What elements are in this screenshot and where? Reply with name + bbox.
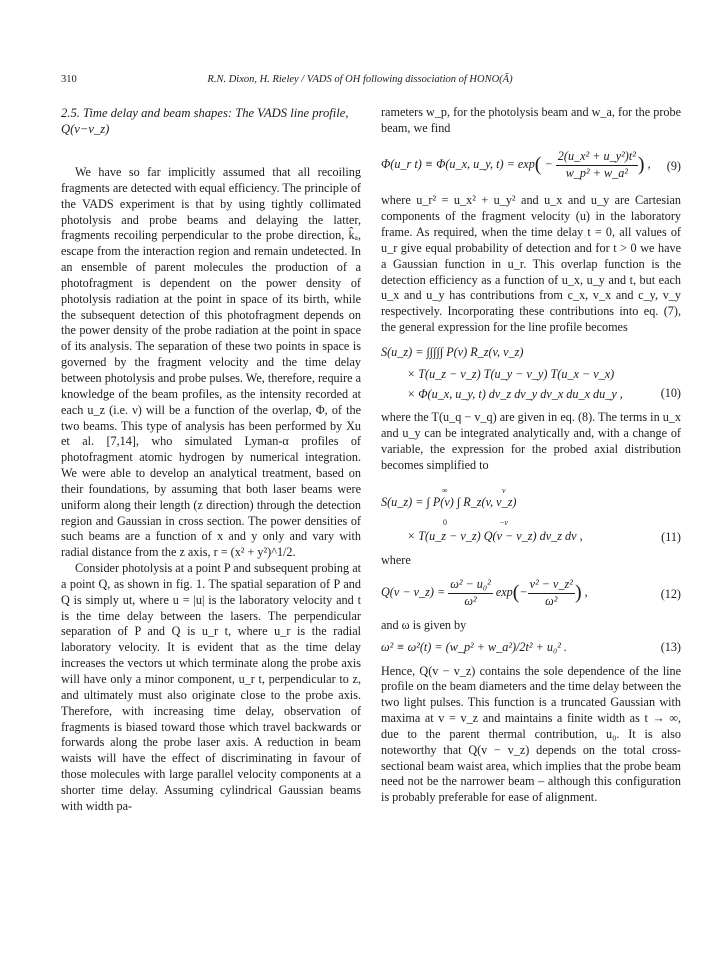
paragraph: Consider photolysis at a point P and subsequent probing at a point Q, as shown in fig. 1. The spatial separation of P and Q is simply ut, where u = |u| is the laboratory velocity and t is the time delay between the lasers. The perpendicular separation of P and Q is u_r t, where u_r is the radial laboratory velocity. It is evident that as the time delay increases the vectors ut which terminate along the probe axis will have only a minor component, u_r t, perpendicular to z, and ultimately must also originate close to the probe axis. Therefore, with increasing time delay, observation of fragments is biased toward those which travel backwards or forwards along the probe laser axis. A reduction in beam waists will have the effect of discriminating in favour of those molecules with large parallel velocity components at a shorter time delay. Assuming cylindrical Gaussian beams with width pa-: [61, 561, 361, 813]
equation-10: [381, 340, 681, 404]
paragraph: where u_r² = u_x² + u_y² and u_x and u_y are Cartesian components of the fragment velocity (u) in the laboratory frame. As required, when the time delay t = 0, all values of u_r give equal probability of detection and for t > 0 we have a Gaussian function in u_r. This overlap function is the detection efficiency as a function of u_x, u_y and t, but each u_x and u_y has contributions from c_x, v_x and c_y, v_y respectively. Incorporating these contributions into eq. (7), the general expression for the line profile becomes: [381, 193, 681, 335]
eq11-lower-limit-2: −v: [499, 518, 508, 528]
eq12-exp: exp: [495, 585, 513, 600]
eq12-fraction-2: [528, 577, 575, 610]
left-column: [61, 105, 361, 815]
where-label: where: [381, 553, 411, 568]
right-column: [381, 105, 681, 806]
eq9-denominator: w_p² + w_a²: [565, 165, 628, 180]
paragraph: Hence, Q(v − v_z) contains the sole dependence of the line profile on the beam diameters and the time delay between the two light pulses. This function is a truncated Gaussian with maxima at v = v_z and maintains a finite width as t → ∞, due to the parent thermal contribution, u₀. It is also noteworthy that Q(v − v_z) depends on the total cross-sectional beam waist area, which implies that the probe beam need not be the narrower beam – although this configuration is probably preferable for ease of alignment.: [381, 663, 681, 805]
eq11-upper-limit-1: ∞: [442, 486, 448, 496]
paragraph: and ω is given by: [381, 617, 467, 632]
eq12-lhs: Q(v − v_z) =: [381, 585, 446, 600]
page-header: [0, 74, 720, 90]
equation-number: (13): [660, 639, 681, 654]
equation-12: Q(v − v_z) = $\frac{\text{ω² − u₀²}}{\text{ω²}}$ exp(− $\frac{\text{v² − v\_z²}}{\text{ω²}}$ ) , (12): [381, 577, 681, 609]
running-head: R.N. Dixon, H. Rieley / VADS of OH following dissociation of HONO(Ã): [207, 74, 513, 85]
eq11-line1: S(u_z) = ∫ P(v) ∫ R_z(v, v_z): [381, 495, 517, 510]
eq13-body: ω² ≡ ω²(t) = (w_p² + w_a²)/2t² + u₀² .: [381, 639, 567, 654]
equation-number: (10): [660, 386, 681, 401]
equation-number: (11): [661, 529, 681, 544]
equation-number: (12): [660, 587, 681, 602]
section-title: 2.5. Time delay and beam shapes: The VADS line profile, Q(v−v_z): [61, 106, 349, 136]
paragraph: where the T(u_q − v_q) are given in eq. (8). The terms in u_x and u_y can be integrated analytically and, with a change of variable, the expression for the probed axial distribution becomes simplified to: [381, 409, 681, 472]
paragraph: rameters w_p, for the photolysis beam and w_a, for the probe beam, we find: [381, 105, 681, 135]
eq9-lhs: Φ(u_r t) ≡ Φ(u_x, u_y, t) = exp: [381, 156, 535, 171]
eq12-numerator-2: v² − v_z²: [528, 577, 575, 594]
equation-13: [381, 640, 681, 656]
eq11-line2: × T(u_z − v_z) Q(v − v_z) dv_z dv ,: [407, 529, 583, 544]
equation-9: Φ(u_r t) ≡ Φ(u_x, u_y, t) = exp( − $\frac{\text{2(u\_x² + u\_y²)t²}}{\text{w\_p² + w\_a²}}$ ) , (9): [381, 148, 681, 180]
eq9-fraction: [556, 149, 638, 182]
eq11-upper-limit-2: v: [502, 486, 506, 496]
eq10-line1: S(u_z) = ∫∫∫∫∫ P(v) R_z(v, v_z): [381, 344, 524, 359]
equation-11: [381, 483, 681, 547]
eq11-lower-limit-1: 0: [443, 518, 447, 528]
equation-number: (9): [666, 158, 681, 173]
page-number: 310: [61, 74, 77, 85]
eq9-numerator: 2(u_x² + u_y²)t²: [556, 149, 638, 166]
eq12-denominator-1: ω²: [464, 594, 477, 609]
eq12-numerator-1: ω² − u₀²: [448, 577, 493, 594]
paragraph: We have so far implicitly assumed that all recoiling fragments are detected with equal efficiency. The principle of the VADS experiment is that by using tightly collimated photolysis and probe beams and delaying the latter, fragments recoiling perpendicular to the probe direction, k̂ₐ, escape from the interaction region and remain undetected. In an ensemble of parent molecules the production of a photofragment is dependent on the power density of photolysis radiation at the point in space of its birth, while the subsequent detection of this photofragment depends on the power density of the probe radiation at the point in space of its analysis. The separation of these two points in space is governed by the fragment velocity and the time delay between photolysis and probe pulses. We, therefore, require a knowledge of the beam profiles, as the intensity recorded at each u_z (i.e. ν) will be a function of the overlap, Φ, of the two beams. This type of analysis has been performed by Xu et al. [7,14], who simulated Lyman-α profiles of photofragment atomic hydrogen by numerical integration. We were able to develop an analytical treatment, based on their foundations, by assuming that both laser beams were uniform along their length (z direction) through the detection region and Gaussian in cross section. The power densities of such beams are a function of x and y only and vary with radial distance from the z axis, r = (x² + y²)^1/2.: [61, 165, 361, 560]
eq12-denominator-2: ω²: [545, 594, 558, 609]
eq10-line2: × T(u_z − v_z) T(u_y − v_y) T(u_x − v_x): [407, 366, 615, 381]
eq10-line3: × Φ(u_x, u_y, t) dv_z dv_y dv_x du_x du_y ,: [407, 386, 623, 401]
eq12-fraction-1: [448, 577, 493, 610]
